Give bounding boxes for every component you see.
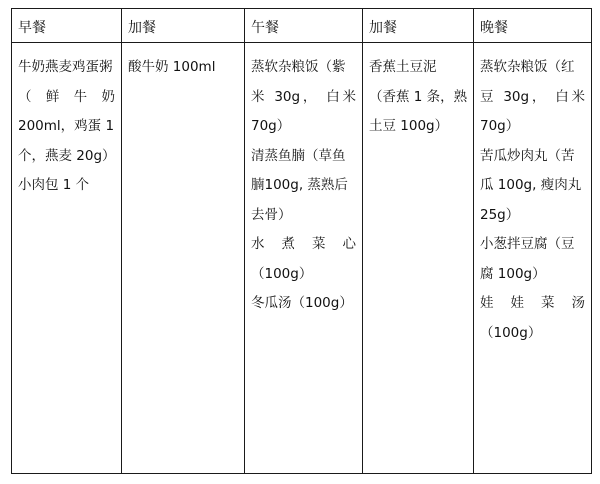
cell-lunch: [245, 43, 363, 474]
lunch-line: 水 煮 菜 心: [251, 236, 356, 252]
lunch-line: 冬瓜汤（100g）: [251, 295, 353, 311]
meal-plan-table: [11, 8, 592, 474]
afternoon-snack-line: 土豆 100g）: [369, 118, 449, 134]
breakfast-line: 个，燕麦 20g）: [18, 147, 116, 164]
lunch-line: 70g）: [251, 118, 291, 134]
dinner-line: 瓜 100g, 瘦肉丸: [480, 177, 582, 193]
dinner-line: 70g）: [480, 118, 520, 134]
dinner-line: 苦瓜炒肉丸（苦: [480, 147, 575, 164]
dinner-line: 娃 娃 菜 汤: [480, 295, 585, 311]
dinner-line: 豆 30g， 白米: [480, 88, 585, 105]
dinner-line: 25g）: [480, 206, 520, 223]
cell-morning-snack: [122, 43, 245, 474]
lunch-line: 米 30g， 白米: [251, 88, 356, 105]
cell-afternoon-snack: [363, 43, 474, 474]
header-row: [12, 9, 592, 43]
lunch-line: 清蒸鱼腩（草鱼: [251, 147, 346, 164]
dinner-line: 腐 100g）: [480, 265, 546, 282]
breakfast-line: （ 鲜 牛 奶: [18, 88, 115, 105]
lunch-line: 去骨）: [251, 206, 292, 223]
cell-dinner: [474, 43, 592, 474]
dinner-line: （100g）: [480, 324, 542, 341]
cell-breakfast: [12, 43, 122, 474]
morning-snack-line: 酸牛奶 100ml: [128, 59, 216, 75]
lunch-line: 腩100g, 蒸熟后: [251, 177, 348, 193]
lunch-line: （100g）: [251, 265, 313, 282]
breakfast-line: 小肉包 1 个: [18, 177, 90, 193]
dinner-line: 小葱拌豆腐（豆: [480, 236, 575, 252]
content-row: [12, 43, 592, 474]
header-breakfast: 早餐: [12, 9, 122, 43]
header-lunch: 午餐: [245, 9, 363, 43]
header-dinner: 晚餐: [474, 9, 592, 43]
lunch-line: 蒸软杂粮饭（紫: [251, 59, 346, 75]
breakfast-line: 200ml，鸡蛋 1: [18, 118, 115, 134]
afternoon-snack-line: 香蕉土豆泥: [369, 59, 437, 75]
header-morning-snack: 加餐: [122, 9, 245, 43]
dinner-line: 蒸软杂粮饭（红: [480, 59, 575, 75]
breakfast-line: 牛奶燕麦鸡蛋粥: [18, 59, 113, 75]
header-afternoon-snack: 加餐: [363, 9, 474, 43]
afternoon-snack-line: （香蕉 1 条，熟: [369, 88, 468, 105]
